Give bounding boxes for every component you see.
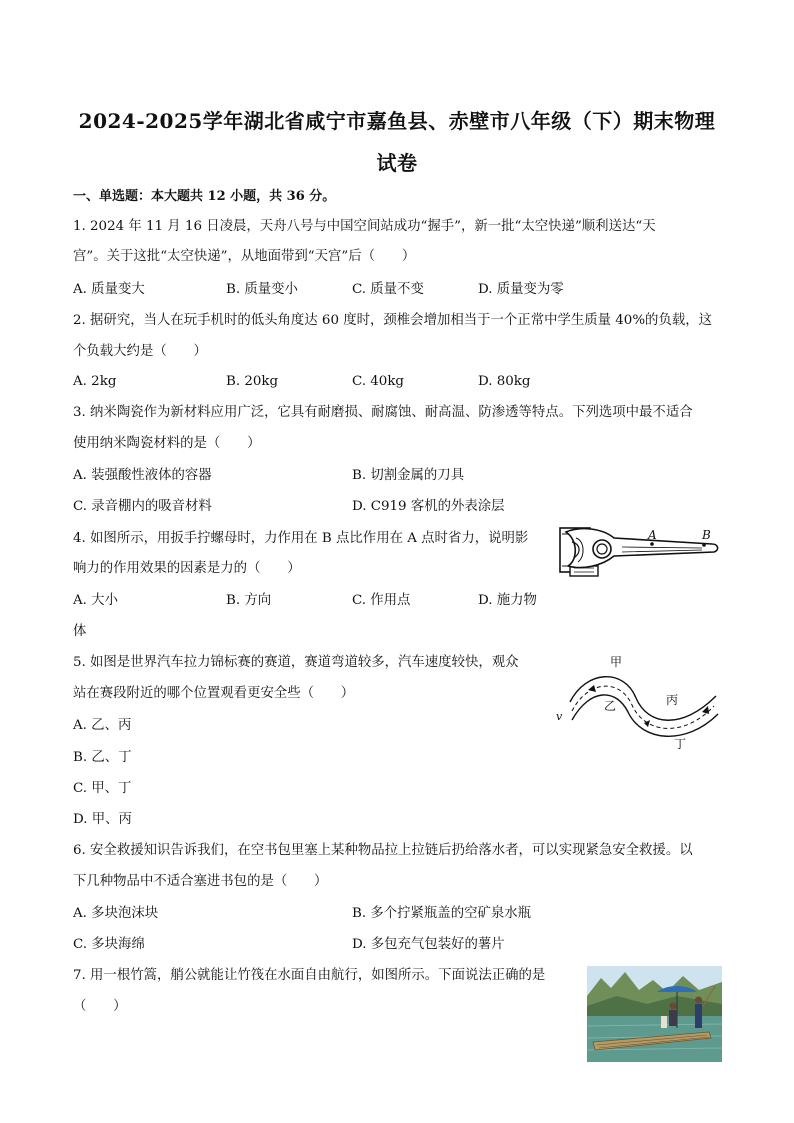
question-5-line2: 站在赛段附近的哪个位置观看更安全些（ ） xyxy=(73,686,355,701)
q4-option-d-wrap: 体 xyxy=(73,624,87,639)
q1-option-b: B. 质量变小 xyxy=(226,282,298,297)
q1-option-d: D. 质量变为零 xyxy=(478,282,564,297)
question-4-line2: 响力的作用效果的因素是力的（ ） xyxy=(73,561,301,576)
wrench-icon xyxy=(566,529,718,568)
q6-option-a: A. 多块泡沫块 xyxy=(73,906,159,921)
q5-option-a: A. 乙、丙 xyxy=(73,718,132,733)
bamboo-raft-photo xyxy=(587,966,722,1062)
section-heading: 一、单选题：本大题共 12 小题，共 36 分。 xyxy=(73,189,336,204)
q2-option-b: B. 20kg xyxy=(226,374,279,389)
q2-option-d: D. 80kg xyxy=(478,374,531,389)
label-velocity: v xyxy=(556,710,563,723)
label-b: B xyxy=(702,528,711,542)
label-bing: 丙 xyxy=(666,693,679,707)
label-jia: 甲 xyxy=(610,655,623,669)
question-2-line2: 个负载大约是（ ） xyxy=(73,344,207,359)
q6-option-b: B. 多个拧紧瓶盖的空矿泉水瓶 xyxy=(352,906,532,921)
q4-option-d: D. 施力物 xyxy=(478,593,537,608)
exam-title-line2: 试卷 xyxy=(376,151,418,175)
question-6-line1: 6. 安全救援知识告诉我们，在空书包里塞上某种物品拉上拉链后扔给落水者，可以实现紧急安全救援。以 xyxy=(73,843,693,858)
question-1-line1: 1. 2024 年 11 月 16 日凌晨，天舟八号与中国空间站成功“握手”，新一批“太空快递”顺利送达“天 xyxy=(73,219,656,234)
point-a-marker xyxy=(650,542,654,546)
q5-option-b: B. 乙、丁 xyxy=(73,750,132,765)
label-ding: 丁 xyxy=(674,737,687,751)
question-2-line1: 2. 据研究，当人在玩手机时的低头角度达 60 度时，颈椎会增加相当于一个正常中学生质量 40%的负载，这 xyxy=(73,313,713,328)
q2-option-a: A. 2kg xyxy=(73,374,117,389)
q4-option-b: B. 方向 xyxy=(226,593,272,608)
q4-option-a: A. 大小 xyxy=(73,593,118,608)
q3-option-a: A. 装强酸性液体的容器 xyxy=(73,468,212,483)
question-5-line1: 5. 如图是世界汽车拉力锦标赛的赛道，赛道弯道较多，汽车速度较快，观众 xyxy=(73,655,519,670)
question-7-line2: （ ） xyxy=(73,999,127,1014)
race-track-figure xyxy=(552,650,724,754)
q2-option-c: C. 40kg xyxy=(352,374,405,389)
q4-option-c: C. 作用点 xyxy=(352,593,411,608)
label-a: A xyxy=(648,528,657,542)
wrench-figure xyxy=(552,522,724,584)
q3-option-b: B. 切割金属的刀具 xyxy=(352,468,465,483)
question-4-line1: 4. 如图所示，用扳手拧螺母时，力作用在 B 点比作用在 A 点时省力，说明影 xyxy=(73,531,529,546)
question-3-line1: 3. 纳米陶瓷作为新材料应用广泛，它具有耐磨损、耐腐蚀、耐高温、防渗透等特点。下列选项中最不适合 xyxy=(73,405,693,420)
q1-option-c: C. 质量不变 xyxy=(352,282,424,297)
question-7-line1: 7. 用一根竹篙，艄公就能让竹筏在水面自由航行，如图所示。下面说法正确的是 xyxy=(73,968,546,983)
question-3-line2: 使用纳米陶瓷材料的是（ ） xyxy=(73,436,261,451)
q5-option-d: D. 甲、丙 xyxy=(73,812,132,827)
q1-option-a: A. 质量变大 xyxy=(73,282,145,297)
q6-option-c: C. 多块海绵 xyxy=(73,937,145,952)
point-b-marker xyxy=(702,543,706,547)
q3-option-c: C. 录音棚内的吸音材料 xyxy=(73,499,212,514)
exam-title-line1: 2024-2025学年湖北省咸宁市嘉鱼县、赤壁市八年级（下）期末物理 xyxy=(78,109,716,133)
q3-option-d: D. C919 客机的外表涂层 xyxy=(352,499,505,514)
label-yi: 乙 xyxy=(604,699,617,713)
q5-option-c: C. 甲、丁 xyxy=(73,781,132,796)
question-1-line2: 宫”。关于这批“太空快递”，从地面带到“天宫”后（ ） xyxy=(73,249,416,264)
q6-option-d: D. 多包充气包装好的薯片 xyxy=(352,937,505,952)
question-6-line2: 下几种物品中不适合塞进书包的是（ ） xyxy=(73,874,328,889)
